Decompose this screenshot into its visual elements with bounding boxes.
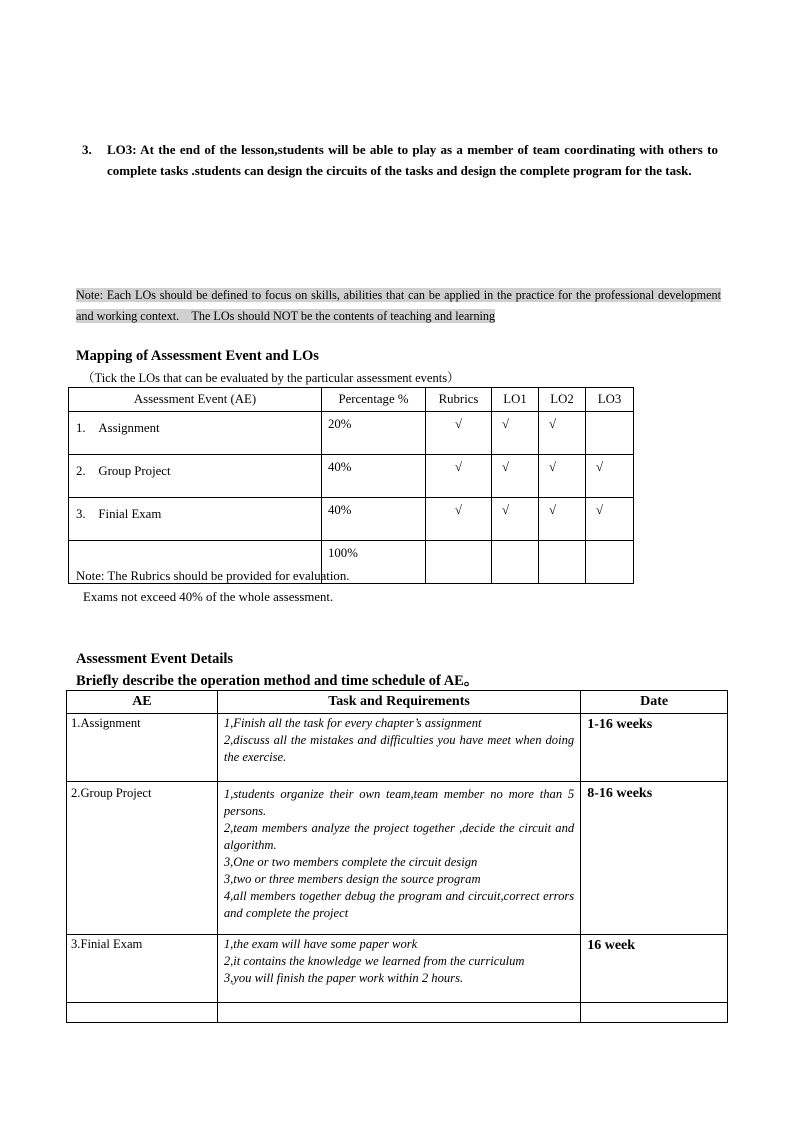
details-cell-empty — [581, 1003, 728, 1023]
task-line: 2,discuss all the mistakes and difficulties you have meet when doing the exercise. — [223, 733, 575, 764]
mapping-cell-lo1: √ — [492, 455, 539, 498]
mapping-header-lo3: LO3 — [586, 388, 634, 412]
mapping-cell-pct: 100% — [322, 541, 426, 584]
mapping-cell-pct: 20% — [322, 412, 426, 455]
task-line: 1,students organize their own team,team member no more than 5 persons. — [223, 787, 575, 818]
details-title: Assessment Event Details — [76, 651, 234, 667]
details-subtitle: Briefly describe the operation method and time schedule of AE。 — [76, 673, 479, 689]
mapping-cell-ae: 3. Finial Exam — [69, 498, 322, 541]
mapping-cell-rubrics: √ — [426, 498, 492, 541]
mapping-cell-rubrics: √ — [426, 412, 492, 455]
mapping-cell-pct: 40% — [322, 498, 426, 541]
mapping-cell-lo2: √ — [539, 455, 586, 498]
mapping-cell-lo1: √ — [492, 498, 539, 541]
task-line: 2,it contains the knowledge we learned from the curriculum — [223, 954, 525, 968]
table-row — [67, 935, 728, 1003]
lo3-text: LO3: At the end of the lesson,students will be able to play as a member of team coordinating with others to complete tasks .students can design the circuits of the tasks and design the complete program for the task. — [107, 142, 718, 178]
mapping-cell-lo3: √ — [586, 498, 634, 541]
table-row — [67, 714, 728, 782]
mapping-cell-lo3 — [586, 412, 634, 455]
mapping-cell-lo2: √ — [539, 498, 586, 541]
mapping-subtitle: （Tick the LOs that can be evaluated by the particular assessment events） — [82, 371, 460, 385]
details-cell-task — [217, 782, 580, 935]
mapping-cell-rubrics: √ — [426, 455, 492, 498]
lo3-number: 3. — [82, 142, 92, 157]
los-note — [76, 285, 721, 327]
details-cell-empty — [67, 1003, 218, 1023]
mapping-header-ae: Assessment Event (AE) — [69, 388, 322, 412]
details-cell-ae: 2.Group Project — [67, 782, 218, 935]
task-line: 3,One or two members complete the circuit design — [223, 855, 478, 869]
details-header-row — [67, 691, 728, 714]
table-row — [69, 498, 634, 541]
mapping-header-lo1: LO1 — [492, 388, 539, 412]
details-cell-date: 16 week — [581, 935, 728, 1003]
mapping-table — [68, 387, 634, 584]
los-note-text: Note: Each LOs should be defined to focus on skills, abilities that can be applied in the practice for the professional development and working context. The LOs should NOT be the contents of teaching and learning — [76, 288, 721, 323]
task-line: 3,two or three members design the source program — [223, 872, 481, 886]
mapping-cell-ae: 2. Group Project — [69, 455, 322, 498]
details-cell-task — [217, 714, 580, 782]
mapping-cell-lo3 — [586, 541, 634, 584]
details-header-ae: AE — [67, 691, 218, 714]
mapping-cell-lo2: √ — [539, 412, 586, 455]
mapping-cell-pct: 40% — [322, 455, 426, 498]
table-row — [69, 412, 634, 455]
details-cell-date: 1-16 weeks — [581, 714, 728, 782]
mapping-cell-lo1 — [492, 541, 539, 584]
table-row — [67, 1003, 728, 1023]
mapping-header-rubrics: Rubrics — [426, 388, 492, 412]
mapping-header-row — [69, 388, 634, 412]
lo3-paragraph — [82, 140, 718, 181]
details-table — [66, 690, 728, 1023]
mapping-cell-ae: 1. Assignment — [69, 412, 322, 455]
table-row — [69, 455, 634, 498]
details-cell-ae: 3.Finial Exam — [67, 935, 218, 1003]
exam-note: Exams not exceed 40% of the whole assessment. — [83, 590, 334, 604]
mapping-title: Mapping of Assessment Event and LOs — [76, 348, 319, 364]
details-cell-empty — [217, 1003, 580, 1023]
mapping-header-pct: Percentage % — [322, 388, 426, 412]
mapping-cell-lo3: √ — [586, 455, 634, 498]
details-header-task: Task and Requirements — [217, 691, 580, 714]
details-cell-date: 8-16 weeks — [581, 782, 728, 935]
mapping-cell-rubrics — [426, 541, 492, 584]
mapping-header-lo2: LO2 — [539, 388, 586, 412]
task-line: 1,Finish all the task for every chapter’s assignment — [223, 716, 482, 730]
task-line: 3,you will finish the paper work within 2 hours. — [223, 971, 464, 985]
rubrics-note: Note: The Rubrics should be provided for evaluation. — [76, 569, 350, 583]
mapping-cell-lo1: √ — [492, 412, 539, 455]
details-cell-task — [217, 935, 580, 1003]
task-line: 1,the exam will have some paper work — [223, 937, 418, 951]
table-row — [67, 782, 728, 935]
task-line: 4,all members together debug the program and circuit,correct errors and complete the project — [223, 889, 575, 920]
mapping-cell-lo2 — [539, 541, 586, 584]
details-header-date: Date — [581, 691, 728, 714]
task-line: 2,team members analyze the project together ,decide the circuit and algorithm. — [223, 821, 575, 852]
details-cell-ae: 1.Assignment — [67, 714, 218, 782]
